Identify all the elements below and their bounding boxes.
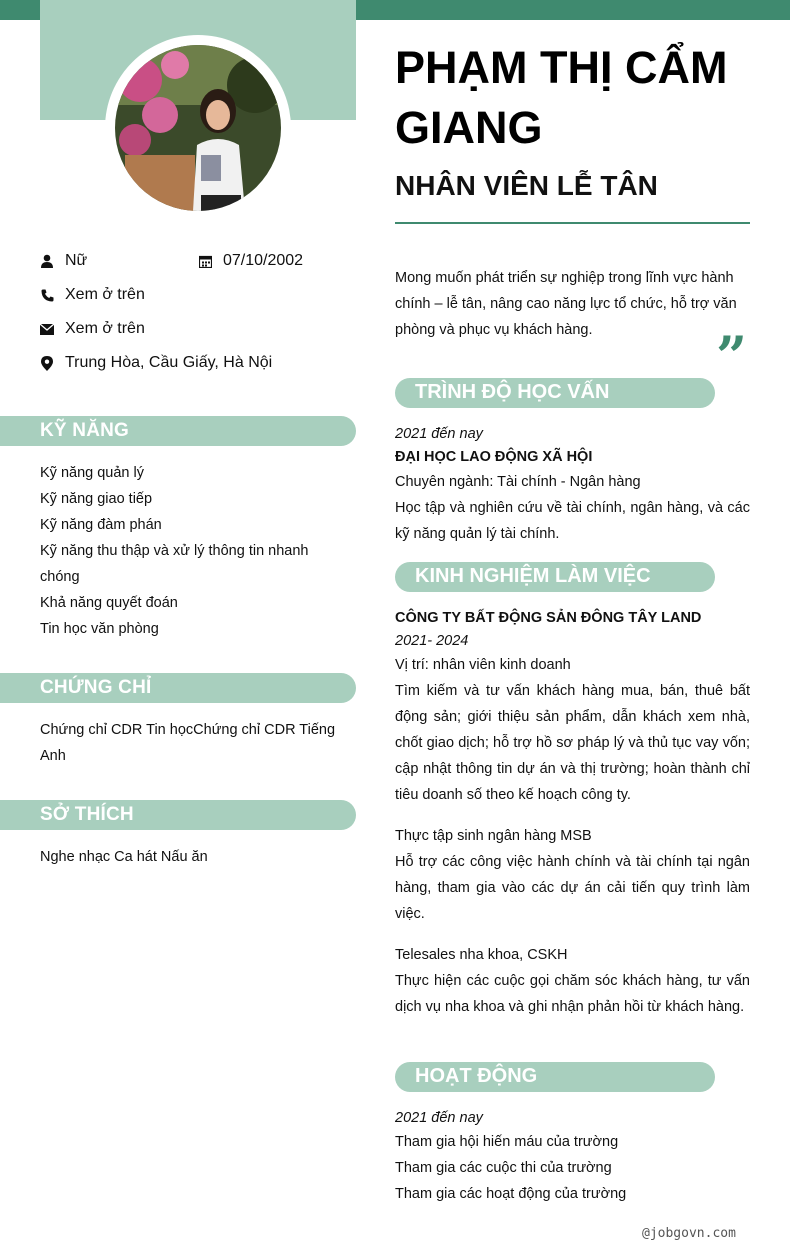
list-item: Tham gia các cuộc thi của trường (395, 1160, 612, 1176)
skills-heading-text: KỸ NĂNG (40, 420, 130, 441)
education-description: Học tập và nghiên cứu về tài chính, ngân hàng, và các kỹ năng quản lý tài chính. (395, 500, 750, 542)
mail-icon (40, 322, 54, 336)
phone-value: Xem ở trên (65, 286, 145, 303)
candidate-name: PHẠM THỊ CẨM GIANG (395, 42, 728, 153)
gender-row (40, 252, 87, 270)
list-item: Tham gia các hoạt động của trường (395, 1186, 627, 1202)
experience-heading-text: KINH NGHIỆM LÀM VIỆC (415, 565, 651, 587)
company-name: CÔNG TY BẤT ĐỘNG SẢN ĐÔNG TÂY LAND (395, 610, 702, 626)
user-icon (40, 254, 54, 268)
activities-heading-text: HOẠT ĐỘNG (415, 1065, 538, 1087)
experience-period: 2021- 2024 (395, 633, 469, 649)
experience-section (395, 606, 750, 1020)
calendar-icon (198, 254, 212, 268)
skills-heading (0, 416, 356, 446)
job-title: NHÂN VIÊN LỄ TÂN (395, 170, 658, 201)
email-value: Xem ở trên (65, 320, 145, 337)
address-value: Trung Hòa, Cầu Giấy, Hà Nội (65, 354, 273, 371)
hobbies-text: Nghe nhạc Ca hát Nấu ăn (40, 849, 208, 865)
list-item: Tin học văn phòng (40, 621, 159, 637)
education-heading (395, 378, 715, 408)
dob-value: 07/10/2002 (223, 252, 304, 269)
telesales-title: Telesales nha khoa, CSKH (395, 947, 568, 963)
email-row (40, 320, 145, 338)
phone-row (40, 286, 145, 304)
certificates-heading-text: CHỨNG CHỈ (40, 677, 152, 698)
career-objective: Mong muốn phát triển sự nghiệp trong lĩnh vực hành chính – lễ tân, nâng cao năng lực tổ chức, hỗ trợ văn phòng và phục vụ khách hàng. (395, 270, 737, 338)
education-heading-text: TRÌNH ĐỘ HỌC VẤN (415, 381, 610, 403)
list-item: Kỹ năng giao tiếp (40, 491, 153, 507)
telesales-description: Thực hiện các cuộc gọi chăm sóc khách hàng, tư vấn dịch vụ nha khoa và ghi nhận phản hồi từ khách hàng. (395, 973, 750, 1015)
list-item: Kỹ năng quản lý (40, 465, 144, 481)
title-divider (395, 222, 750, 224)
avatar (115, 45, 281, 211)
gender-value: Nữ (65, 252, 88, 269)
list-item: Khả năng quyết đoán (40, 595, 178, 611)
dob-row (198, 252, 303, 270)
certificates-heading (0, 673, 356, 703)
list-item: Tham gia hội hiến máu của trường (395, 1134, 619, 1150)
intern-description: Hỗ trợ các công việc hành chính và tài chính tại ngân hàng, tham gia vào các dự án cải tiến quy trình làm việc. (395, 854, 750, 922)
hobbies-heading (0, 800, 356, 830)
intern-title: Thực tập sinh ngân hàng MSB (395, 828, 592, 844)
activities-period: 2021 đến nay (395, 1110, 483, 1126)
footer-watermark[interactable]: @jobgovn.com (642, 1226, 736, 1241)
education-section (395, 423, 750, 547)
skills-list (40, 460, 330, 642)
address-row (40, 354, 272, 372)
activities-heading (395, 1062, 715, 1092)
phone-icon (40, 288, 54, 302)
list-item: Kỹ năng thu thập và xử lý thông tin nhanh chóng (40, 543, 309, 585)
hobbies-heading-text: SỞ THÍCH (40, 804, 134, 825)
experience-heading (395, 562, 715, 592)
education-major: Chuyên ngành: Tài chính - Ngân hàng (395, 474, 641, 490)
avatar-photo (115, 45, 281, 211)
list-item: Kỹ năng đàm phán (40, 517, 162, 533)
activities-section (395, 1107, 750, 1207)
education-period: 2021 đến nay (395, 426, 483, 442)
experience-description: Tìm kiếm và tư vấn khách hàng mua, bán, thuê bất động sản; giới thiệu sản phẩm, dẫn khách xem nhà, chốt giao dịch; hỗ trợ hồ sơ pháp lý và thủ tục vay vốn; cập nhật thông tin dự án và thị trường; hoàn thành chỉ tiêu doanh số theo kế hoạch công ty. (395, 683, 750, 803)
experience-position: Vị trí: nhân viên kinh doanh (395, 657, 571, 673)
quote-icon: ” (716, 324, 748, 388)
certificates-text: Chứng chỉ CDR Tin họcChứng chỉ CDR Tiếng Anh (40, 722, 336, 764)
school-name: ĐẠI HỌC LAO ĐỘNG XÃ HỘI (395, 449, 593, 465)
location-icon (40, 356, 54, 370)
